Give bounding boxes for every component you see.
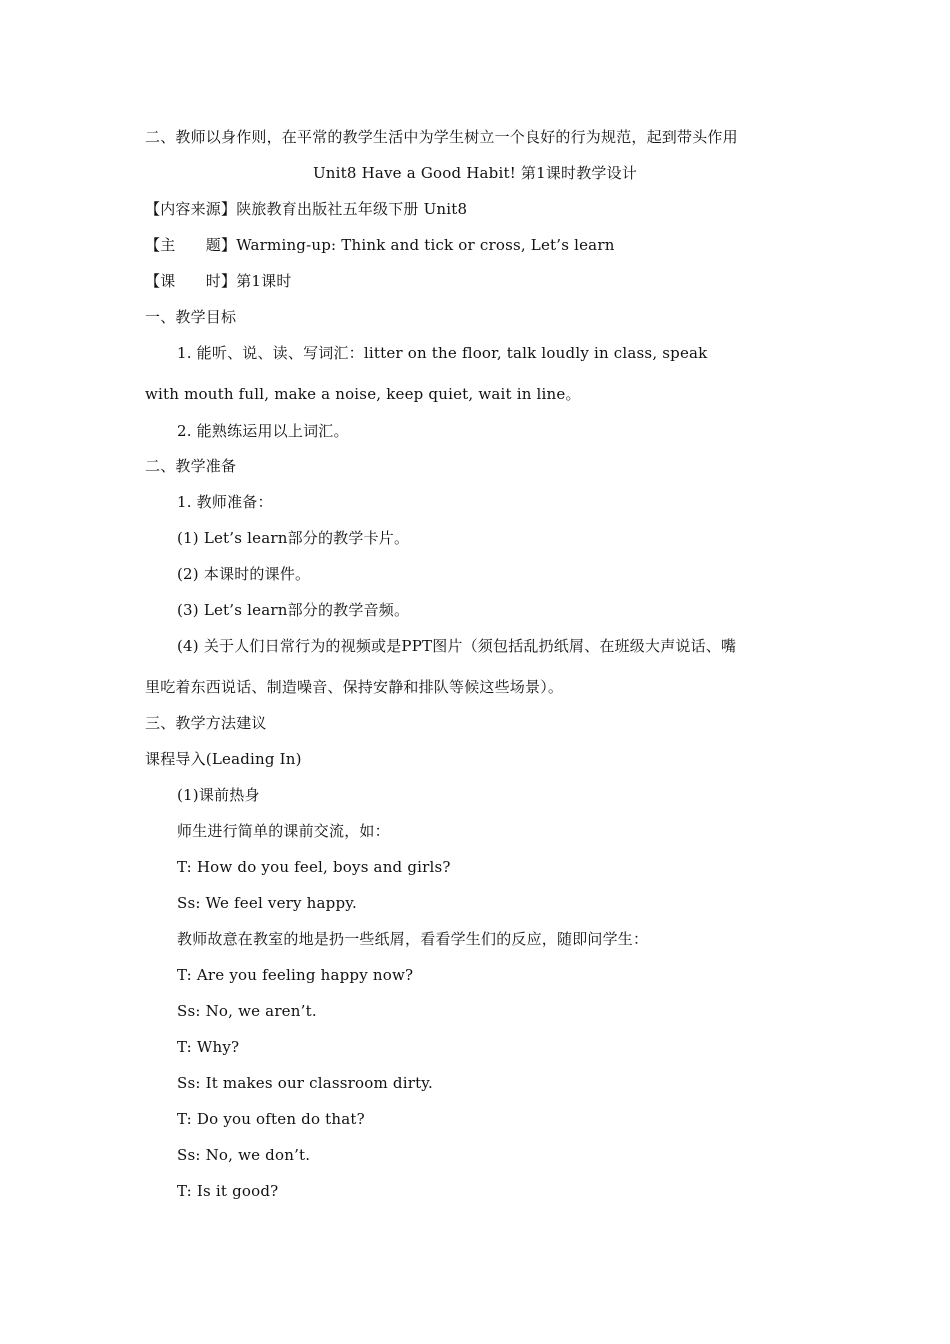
document-title: Unit8 Have a Good Habit! 第1课时教学设计 xyxy=(312,164,638,182)
source-line: 【内容来源】陕旅教育出版社五年级下册 Unit8 xyxy=(145,200,468,218)
section3-heading: 三、教学方法建议 xyxy=(145,714,267,732)
prep-item-1: (1) Let’s learn部分的教学卡片。 xyxy=(177,529,410,547)
period-line: 【课 时】第1课时 xyxy=(145,272,292,290)
activity-desc: 教师故意在教室的地是扔一些纸屑，看看学生们的反应，随即问学生： xyxy=(177,930,649,948)
prep-item-4: (4) 关于人们日常行为的视频或是PPT图片（须包括乱扔纸屑、在班级大声说话、嘴 xyxy=(177,637,737,655)
topic-line: 【主 题】Warming-up: Think and tick or cross, Let’s learn xyxy=(145,236,615,254)
intro-line: 二、教师以身作则，在平常的教学生活中为学生树立一个良好的行为规范，起到带头作用 xyxy=(145,128,738,146)
leading-in: 课程导入(Leading In) xyxy=(145,750,302,768)
section1-heading: 一、教学目标 xyxy=(145,308,237,326)
teacher-prep: 1. 教师准备： xyxy=(177,493,273,511)
prep-item-2: (2) 本课时的课件。 xyxy=(177,565,311,583)
warmup-heading: (1)课前热身 xyxy=(177,786,260,804)
dialog-line: Ss: No, we aren’t. xyxy=(177,1002,317,1020)
dialog-line: T: Is it good? xyxy=(177,1182,279,1200)
dialog-line: T: Why? xyxy=(177,1038,240,1056)
prep-item-3: (3) Let’s learn部分的教学音频。 xyxy=(177,601,410,619)
dialog-line: Ss: No, we don’t. xyxy=(177,1146,311,1164)
objective-item-2: 2. 能熟练运用以上词汇。 xyxy=(177,422,349,440)
dialog-line: T: How do you feel, boys and girls? xyxy=(177,858,451,876)
dialog-line: T: Do you often do that? xyxy=(177,1110,365,1128)
prep-item-4-cont: 里吃着东西说话、制造噪音、保持安静和排队等候这些场景）。 xyxy=(145,678,564,696)
dialog-line: Ss: It makes our classroom dirty. xyxy=(177,1074,433,1092)
section2-heading: 二、教学准备 xyxy=(145,457,237,475)
objective-item-1: 1. 能听、说、读、写词汇：litter on the floor, talk loudly in class, speak xyxy=(177,344,708,362)
dialog-line: T: Are you feeling happy now? xyxy=(177,966,414,984)
objective-item-1-cont: with mouth full, make a noise, keep quiet, wait in line。 xyxy=(145,385,581,403)
warmup-desc: 师生进行简单的课前交流，如： xyxy=(177,822,390,840)
dialog-line: Ss: We feel very happy. xyxy=(177,894,357,912)
